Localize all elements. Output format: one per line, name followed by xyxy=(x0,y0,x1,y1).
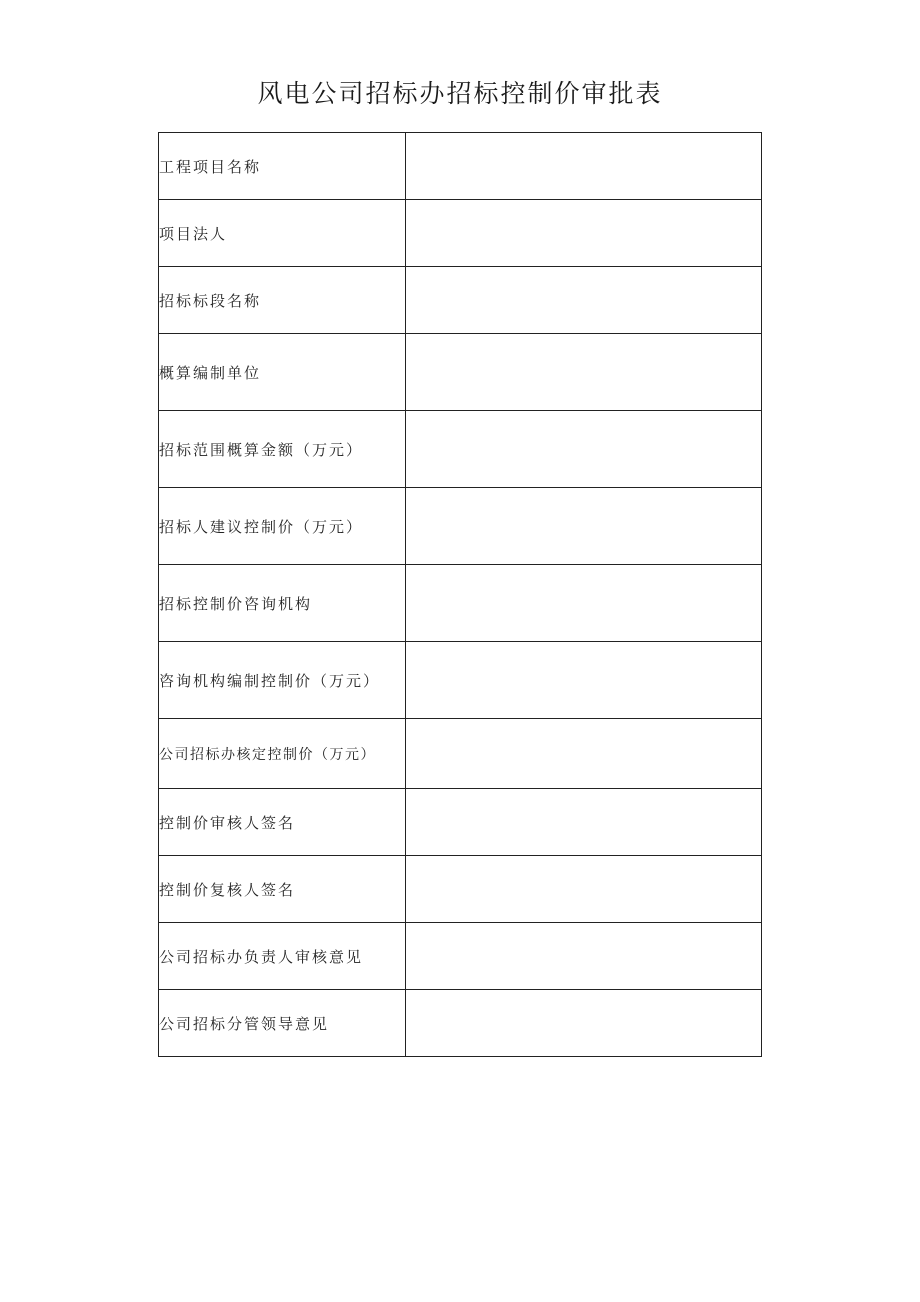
row-label-leader-opinion: 公司招标分管领导意见 xyxy=(159,990,406,1057)
row-label-estimate-amount: 招标范围概算金额（万元） xyxy=(159,411,406,488)
table-row xyxy=(159,411,762,488)
table-row xyxy=(159,923,762,990)
row-value-rechecker-signature[interactable] xyxy=(406,856,762,923)
table-row xyxy=(159,200,762,267)
row-value-estimate-unit[interactable] xyxy=(406,334,762,411)
table-row xyxy=(159,856,762,923)
row-value-leader-opinion[interactable] xyxy=(406,990,762,1057)
row-label-agency-control-price: 咨询机构编制控制价（万元） xyxy=(159,642,406,719)
row-value-bid-section-name[interactable] xyxy=(406,267,762,334)
table-row xyxy=(159,133,762,200)
table-row xyxy=(159,642,762,719)
table-row xyxy=(159,565,762,642)
row-label-consulting-agency: 招标控制价咨询机构 xyxy=(159,565,406,642)
row-value-reviewer-signature[interactable] xyxy=(406,789,762,856)
table-row xyxy=(159,719,762,789)
row-value-estimate-amount[interactable] xyxy=(406,411,762,488)
row-label-rechecker-signature: 控制价复核人签名 xyxy=(159,856,406,923)
page-title: 风电公司招标办招标控制价审批表 xyxy=(257,79,663,108)
table-row xyxy=(159,990,762,1057)
table-row xyxy=(159,267,762,334)
table-row xyxy=(159,334,762,411)
row-value-approved-control-price[interactable] xyxy=(406,719,762,789)
row-label-office-head-opinion: 公司招标办负责人审核意见 xyxy=(159,923,406,990)
row-value-office-head-opinion[interactable] xyxy=(406,923,762,990)
row-label-project-name: 工程项目名称 xyxy=(159,133,406,200)
row-value-agency-control-price[interactable] xyxy=(406,642,762,719)
table-row xyxy=(159,789,762,856)
approval-form-table xyxy=(158,132,762,1057)
row-value-project-name[interactable] xyxy=(406,133,762,200)
row-label-bid-section-name: 招标标段名称 xyxy=(159,267,406,334)
row-label-estimate-unit: 概算编制单位 xyxy=(159,334,406,411)
row-label-reviewer-signature: 控制价审核人签名 xyxy=(159,789,406,856)
row-label-project-legal-person: 项目法人 xyxy=(159,200,406,267)
row-value-consulting-agency[interactable] xyxy=(406,565,762,642)
table-row xyxy=(159,488,762,565)
row-value-suggested-control-price[interactable] xyxy=(406,488,762,565)
row-value-project-legal-person[interactable] xyxy=(406,200,762,267)
row-label-approved-control-price: 公司招标办核定控制价（万元） xyxy=(159,719,406,789)
row-label-suggested-control-price: 招标人建议控制价（万元） xyxy=(159,488,406,565)
